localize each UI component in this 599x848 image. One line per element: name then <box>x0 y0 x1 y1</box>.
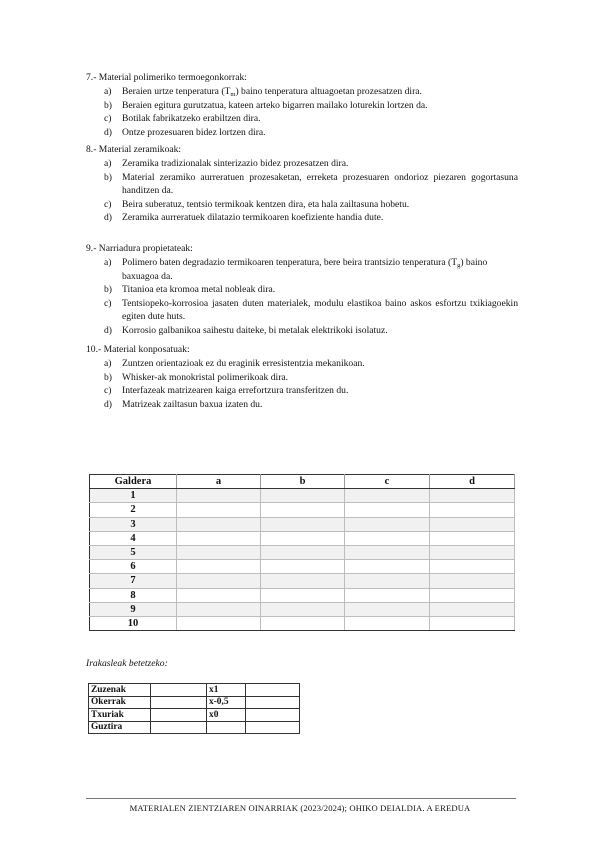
answer-cell-b[interactable] <box>261 545 345 559</box>
answer-option <box>86 256 518 283</box>
question-number: 4 <box>90 531 177 545</box>
answer-option <box>86 85 518 99</box>
option-text: Zeramika aurreratuek dilatazio termikoaren koefiziente handia dute. <box>122 212 384 224</box>
answer-cell-c[interactable] <box>345 517 430 531</box>
answer-cell-a[interactable] <box>177 517 261 531</box>
answer-cell-c[interactable] <box>345 602 430 616</box>
answer-row <box>90 602 515 616</box>
answer-cell-d[interactable] <box>430 574 515 588</box>
option-letter: a) <box>104 257 112 268</box>
score-multiplier: x0 <box>207 709 246 722</box>
score-count-cell[interactable] <box>151 684 207 697</box>
answer-row <box>90 531 515 545</box>
option-letter: b) <box>104 284 112 296</box>
answer-option <box>86 371 518 385</box>
answer-cell-c[interactable] <box>345 616 430 630</box>
footer-divider <box>86 798 516 799</box>
score-count-cell[interactable] <box>151 696 207 709</box>
answer-cell-c[interactable] <box>345 560 430 574</box>
option-text-start: Polimero baten degradazio termikoaren tenperatura, bere beira trantsizio tenperatura (T <box>122 257 458 268</box>
question-number: 3 <box>90 517 177 531</box>
score-result-cell[interactable] <box>246 709 300 722</box>
option-letter: c) <box>104 198 112 210</box>
score-count-cell[interactable] <box>151 709 207 722</box>
answer-cell-c[interactable] <box>345 531 430 545</box>
score-label: Okerrak <box>89 696 151 709</box>
answer-cell-a[interactable] <box>177 560 261 574</box>
answer-cell-c[interactable] <box>345 574 430 588</box>
question-10 <box>86 343 518 411</box>
option-letter: b) <box>104 371 112 383</box>
question-title: 7.- Material polimeriko termoegonkorrak: <box>86 72 247 83</box>
option-letter: d) <box>104 398 112 410</box>
question-number: 9 <box>90 602 177 616</box>
answer-option <box>86 297 518 324</box>
answer-cell-a[interactable] <box>177 545 261 559</box>
question-9 <box>86 242 518 338</box>
answer-cell-c[interactable] <box>345 489 430 503</box>
score-multiplier <box>207 721 246 734</box>
answer-cell-d[interactable] <box>430 503 515 517</box>
option-text: Interfazeak matrizearen kaiga errefortzura transferitzen du. <box>122 385 349 397</box>
option-text: Zeramika tradizionalak sinterizazio bidez prozesatzen dira. <box>122 158 349 169</box>
answer-cell-a[interactable] <box>177 616 261 630</box>
answer-row <box>90 616 515 630</box>
footer-text: MATERIALEN ZIENTZIAREN OINARRIAK (2023/2024); OHIKO DEIALDIA. A EREDUA <box>129 803 471 813</box>
answer-option <box>86 126 518 140</box>
answer-row <box>90 574 515 588</box>
answer-cell-a[interactable] <box>177 489 261 503</box>
answer-cell-c[interactable] <box>345 545 430 559</box>
answer-cell-b[interactable] <box>261 588 345 602</box>
option-text <box>122 256 518 283</box>
subscript: g <box>457 262 461 269</box>
answer-option <box>86 99 518 113</box>
answer-table <box>89 474 515 631</box>
option-text-start: Beraien urtze tenperatura (T <box>122 86 231 97</box>
question-number: 6 <box>90 560 177 574</box>
score-row <box>89 696 300 709</box>
question-number: 2 <box>90 503 177 517</box>
option-letter: d) <box>104 324 112 336</box>
answer-cell-b[interactable] <box>261 560 345 574</box>
answer-option <box>86 211 518 225</box>
option-text: Beira suberatuz, tentsio termikoak kentzen dira, eta hala zailtasuna hobetu. <box>122 198 410 210</box>
option-text-end: ) baino baxuagoa da. <box>122 257 488 282</box>
answer-cell-c[interactable] <box>345 588 430 602</box>
teacher-fill-label: Irakasleak betetzeko: <box>86 658 168 669</box>
option-text-end: ) baino tenperatura altuagoetan prozesatzen dira. <box>235 86 422 97</box>
answer-row <box>90 545 515 559</box>
answer-cell-a[interactable] <box>177 602 261 616</box>
answer-option <box>86 171 518 198</box>
answer-option <box>86 384 518 398</box>
header-c: c <box>345 475 430 489</box>
question-title: 10.- Material konposatuak: <box>86 344 190 355</box>
answer-cell-d[interactable] <box>430 560 515 574</box>
answer-cell-b[interactable] <box>261 503 345 517</box>
answer-cell-d[interactable] <box>430 517 515 531</box>
option-text: Beraien egitura gurutzatua, kateen arteko bigarren mailako loturekin lortzen da. <box>122 99 428 111</box>
option-letter: a) <box>104 158 112 169</box>
question-number: 8 <box>90 588 177 602</box>
option-text: Korrosio galbanikoa saihestu daiteke, bi metalak elektrikoki isolatuz. <box>122 324 388 336</box>
answer-option <box>86 398 518 412</box>
score-result-cell[interactable] <box>246 696 300 709</box>
answer-cell-a[interactable] <box>177 531 261 545</box>
option-letter: a) <box>104 86 112 97</box>
option-text: Whisker-ak monokristal polimerikoak dira. <box>122 371 289 383</box>
question-number: 10 <box>90 616 177 630</box>
answer-table-header-row <box>90 475 515 489</box>
answer-option <box>86 198 518 212</box>
option-text: Material zeramiko aurreratuen prozesaketan, erreketa prozesuaren ondorioz piezaren gogortasuna handitzen da. <box>122 171 518 197</box>
answer-cell-a[interactable] <box>177 503 261 517</box>
question-number: 5 <box>90 545 177 559</box>
option-text: Titanioa eta kromoa metal nobleak dira. <box>122 284 276 296</box>
option-letter: d) <box>104 126 112 138</box>
answer-cell-b[interactable] <box>261 602 345 616</box>
answer-row <box>90 517 515 531</box>
answer-cell-a[interactable] <box>177 588 261 602</box>
score-row <box>89 684 300 697</box>
option-letter: a) <box>104 358 112 369</box>
answer-cell-a[interactable] <box>177 574 261 588</box>
option-text: Tentsiopeko-korrosioa jasaten duten materialek, modulu elastikoa baino askos esfortzu txikiagoekin egiten dute huts. <box>122 297 518 323</box>
option-text: Zuntzen orientazioak ez du eraginik erresistentzia mekanikoan. <box>122 358 365 369</box>
answer-option <box>86 157 518 171</box>
score-count-cell[interactable] <box>151 721 207 734</box>
answer-cell-c[interactable] <box>345 503 430 517</box>
answer-option <box>86 324 518 338</box>
answer-cell-b[interactable] <box>261 574 345 588</box>
question-title: 8.- Material zeramikoak: <box>86 144 182 155</box>
score-multiplier: x-0,5 <box>207 696 246 709</box>
subscript: m <box>230 91 236 98</box>
answer-option <box>86 283 518 297</box>
answer-cell-d[interactable] <box>430 545 515 559</box>
score-row <box>89 721 300 734</box>
option-text: Ontze prozesuaren bidez lortzen dira. <box>122 126 266 138</box>
header-b: b <box>261 475 345 489</box>
score-table <box>88 683 300 734</box>
answer-cell-b[interactable] <box>261 616 345 630</box>
question-7 <box>86 71 518 139</box>
question-number: 1 <box>90 489 177 503</box>
score-row <box>89 709 300 722</box>
answer-cell-d[interactable] <box>430 602 515 616</box>
score-result-cell[interactable] <box>246 721 300 734</box>
option-text: Botilak fabrikatzeko erabiltzen dira. <box>122 113 261 125</box>
answer-row <box>90 503 515 517</box>
answer-row <box>90 560 515 574</box>
score-multiplier: x1 <box>207 684 246 697</box>
option-text: Matrizeak zailtasun baxua izaten du. <box>122 398 263 410</box>
answer-cell-d[interactable] <box>430 616 515 630</box>
question-title: 9.- Narriadura propietateak: <box>86 243 193 254</box>
option-letter: b) <box>104 99 112 111</box>
option-letter: c) <box>104 297 112 309</box>
answer-cell-b[interactable] <box>261 517 345 531</box>
answer-option <box>86 357 518 371</box>
option-letter: c) <box>104 113 112 125</box>
score-result-cell[interactable] <box>246 684 300 697</box>
score-label: Zuzenak <box>89 684 151 697</box>
answer-cell-d[interactable] <box>430 588 515 602</box>
option-letter: b) <box>104 171 112 183</box>
question-number: 7 <box>90 574 177 588</box>
answer-row <box>90 588 515 602</box>
option-letter: c) <box>104 385 112 397</box>
answer-cell-b[interactable] <box>261 489 345 503</box>
option-letter: d) <box>104 212 112 224</box>
question-8 <box>86 143 518 225</box>
answer-cell-d[interactable] <box>430 531 515 545</box>
answer-option <box>86 112 518 126</box>
answer-row <box>90 489 515 503</box>
option-text <box>122 85 518 99</box>
score-label: Txuriak <box>89 709 151 722</box>
header-galdera: Galdera <box>90 475 177 489</box>
answer-cell-d[interactable] <box>430 489 515 503</box>
answer-cell-b[interactable] <box>261 531 345 545</box>
header-d: d <box>430 475 515 489</box>
score-label: Guztira <box>89 721 151 734</box>
header-a: a <box>177 475 261 489</box>
